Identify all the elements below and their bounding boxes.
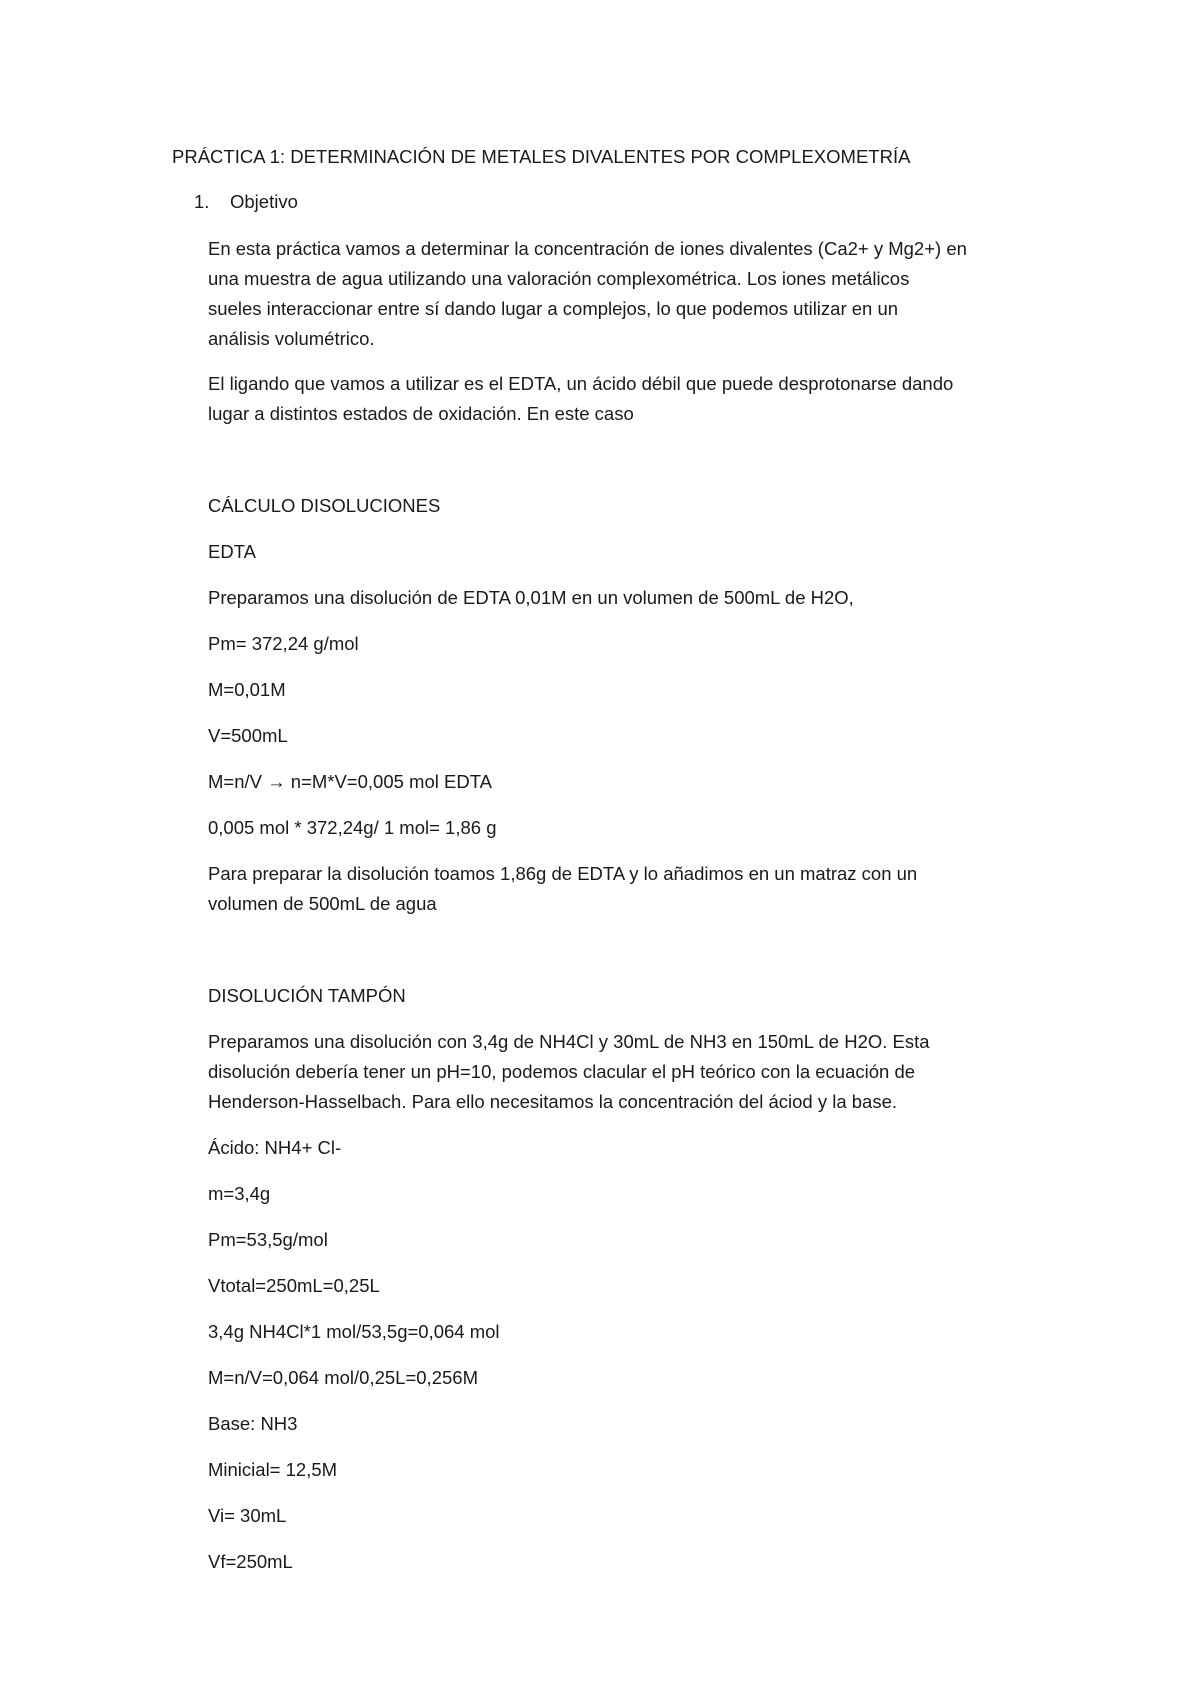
paragraph-line: disolución debería tener un pH=10, podemos clacular el pH teórico con la ecuación de <box>208 1061 916 1082</box>
paragraph-line: análisis volumétrico. <box>208 328 375 349</box>
calc-line: Pm= 372,24 g/mol <box>208 633 359 654</box>
paragraph-line: una muestra de agua utilizando una valoración complexométrica. Los iones metálicos <box>208 268 910 289</box>
paragraph-line: lugar a distintos estados de oxidación. En este caso <box>208 403 634 424</box>
calc-equation <box>208 773 492 792</box>
calc-line: Pm=53,5g/mol <box>208 1229 328 1250</box>
calc-line: Vi= 30mL <box>208 1505 287 1526</box>
section-heading-tampon: DISOLUCIÓN TAMPÓN <box>208 985 406 1006</box>
equation-left: M=n/V <box>208 771 262 792</box>
calc-line: Ácido: NH4+ Cl- <box>208 1137 342 1158</box>
calc-line: Preparamos una disolución de EDTA 0,01M en un volumen de 500mL de H2O, <box>208 587 854 608</box>
page-title: PRÁCTICA 1: DETERMINACIÓN DE METALES DIVALENTES POR COMPLEXOMETRÍA <box>172 146 911 167</box>
paragraph-line: El ligando que vamos a utilizar es el EDTA, un ácido débil que puede desprotonarse dando <box>208 373 954 394</box>
arrow-right-icon: → <box>267 771 286 792</box>
subheading-edta: EDTA <box>208 541 256 562</box>
paragraph-line: Para preparar la disolución toamos 1,86g de EDTA y lo añadimos en un matraz con un <box>208 863 918 884</box>
equation-right: n=M*V=0,005 mol EDTA <box>290 771 492 792</box>
calc-line: 3,4g NH4Cl*1 mol/53,5g=0,064 mol <box>208 1321 500 1342</box>
section-number: 1. <box>194 191 210 212</box>
section-heading-objetivo: Objetivo <box>230 191 298 212</box>
paragraph-line: sueles interaccionar entre sí dando lugar a complejos, lo que podemos utilizar en un <box>208 298 899 319</box>
calc-line: Vf=250mL <box>208 1551 293 1572</box>
calc-line: Minicial= 12,5M <box>208 1459 338 1480</box>
calc-line: 0,005 mol * 372,24g/ 1 mol= 1,86 g <box>208 817 497 838</box>
calc-line: Vtotal=250mL=0,25L <box>208 1275 380 1296</box>
calc-line: V=500mL <box>208 725 288 746</box>
paragraph-line: Henderson-Hasselbach. Para ello necesitamos la concentración del áciod y la base. <box>208 1091 897 1112</box>
calc-line: m=3,4g <box>208 1183 271 1204</box>
section-heading-calculo: CÁLCULO DISOLUCIONES <box>208 495 441 516</box>
calc-line: M=n/V=0,064 mol/0,25L=0,256M <box>208 1367 478 1388</box>
paragraph-line: Preparamos una disolución con 3,4g de NH4Cl y 30mL de NH3 en 150mL de H2O. Esta <box>208 1031 930 1052</box>
calc-line: Base: NH3 <box>208 1413 298 1434</box>
calc-line: M=0,01M <box>208 679 286 700</box>
paragraph-line: volumen de 500mL de agua <box>208 893 437 914</box>
paragraph-line: En esta práctica vamos a determinar la concentración de iones divalentes (Ca2+ y Mg2+) en <box>208 238 967 259</box>
